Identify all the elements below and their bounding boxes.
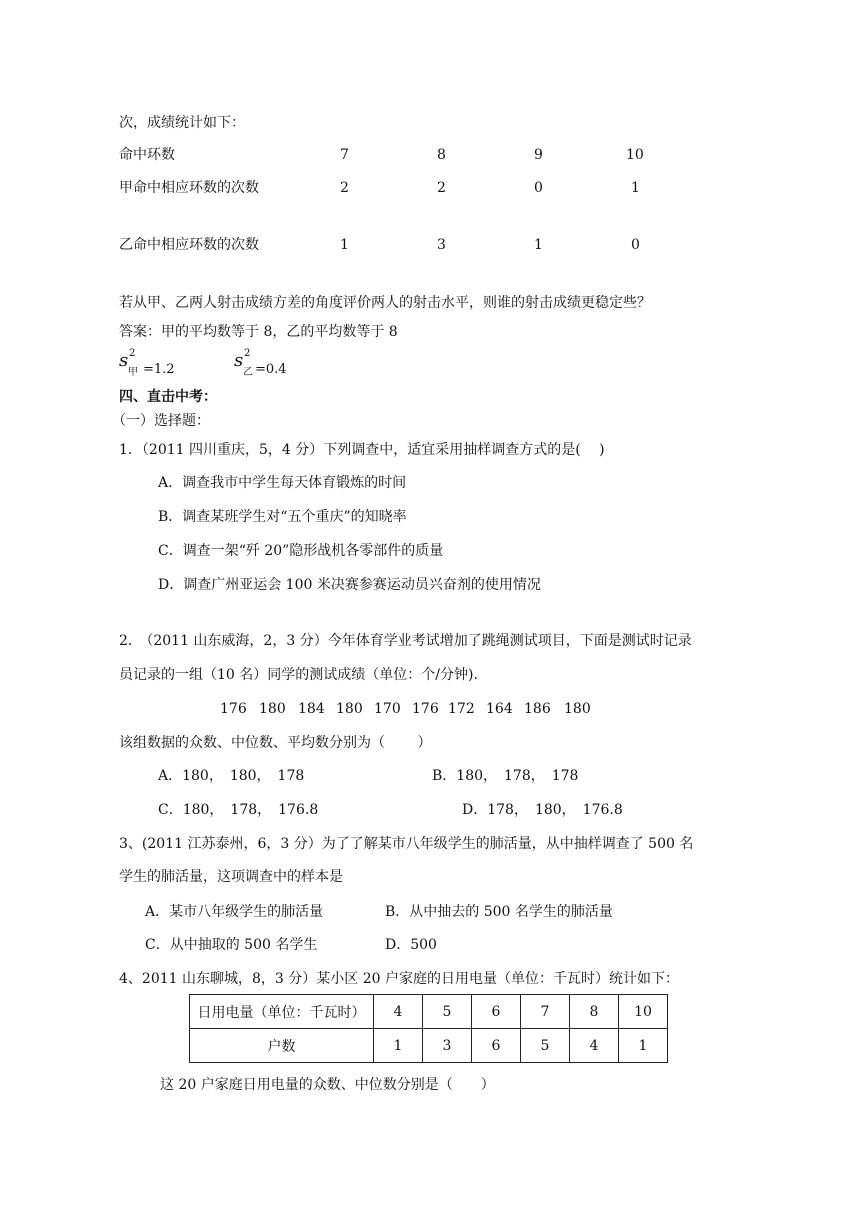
table-cell: 户数: [190, 1029, 374, 1063]
table-cell: 1: [374, 1029, 423, 1063]
section-title: 四、直击中考：: [119, 389, 217, 405]
subsection-title: （一）选择题：: [112, 413, 210, 429]
table-cell: 6: [472, 995, 521, 1029]
variance-subscript-yi: 乙: [243, 367, 253, 378]
q3-stem-line1: 3、(2011 江苏泰州，6，3 分）为了了解某市八年级学生的肺活量，从中抽样调查了 500 名: [119, 836, 694, 852]
q2-data-value: 180: [259, 701, 286, 717]
answer-text: 答案：甲的平均数等于 8，乙的平均数等于 8: [119, 324, 398, 340]
variance-symbol: s: [119, 350, 129, 371]
table-cell: 5: [423, 995, 472, 1029]
q1-option-c: C．调查一架“歼 20”隐形战机各零部件的质量: [158, 543, 444, 559]
variance-subscript-jia: 甲: [128, 367, 138, 378]
q3-stem-line2: 学生的肺活量，这项调查中的样本是: [119, 869, 343, 885]
cell: 0: [631, 237, 640, 253]
q1-option-a: A．调查我市中学生每天体育锻炼的时间: [158, 475, 407, 491]
q2-option-d: D．178， 180， 176.8: [462, 802, 623, 818]
q3-option-c: C．从中抽取的 500 名学生: [145, 937, 318, 953]
q4-ask: 这 20 户家庭日用电量的众数、中位数分别是（ ）: [160, 1077, 495, 1093]
table-cell: 4: [374, 995, 423, 1029]
intro-line: 次，成绩统计如下：: [119, 115, 245, 131]
q2-stem-line1: 2. （2011 山东威海，2，3 分）今年体育学业考试增加了跳绳测试项目，下面是测试时记录: [119, 633, 692, 649]
variance-exponent: 2: [129, 348, 136, 359]
table-cell: 1: [619, 1029, 668, 1063]
cell: 1: [534, 237, 543, 253]
q2-data-value: 184: [298, 701, 325, 717]
cell: 3: [437, 237, 446, 253]
table-cell: 7: [521, 995, 570, 1029]
q2-data-value: 176: [220, 701, 247, 717]
row-label: 命中环数: [119, 147, 175, 163]
q2-data-value: 180: [336, 701, 363, 717]
variance-exponent: 2: [244, 348, 251, 359]
variance-value-jia: =1.2: [143, 362, 175, 377]
row-label: 乙命中相应环数的次数: [119, 237, 259, 253]
q2-data-value: 170: [374, 701, 401, 717]
q2-option-b: B．180， 178， 178: [432, 768, 579, 784]
q2-stem-line2: 员记录的一组（10 名）同学的测试成绩（单位：个/分钟).: [119, 667, 478, 683]
table-cell: 8: [570, 995, 619, 1029]
q1-option-d: D．调查广州亚运会 100 米决赛参赛运动员兴奋剂的使用情况: [158, 577, 541, 593]
q2-data-value: 164: [486, 701, 513, 717]
q4-stem: 4、2011 山东聊城，8，3 分）某小区 20 户家庭的日用电量（单位：千瓦时）统计如下：: [119, 971, 679, 987]
cell: 0: [534, 180, 543, 196]
q3-option-b: B．从中抽去的 500 名学生的肺活量: [385, 904, 613, 920]
q2-data-value: 172: [448, 701, 475, 717]
cell: 7: [340, 147, 349, 163]
question-text: 若从甲、乙两人射击成绩方差的角度评价两人的射击水平，则谁的射击成绩更稳定些？: [119, 295, 651, 311]
row-label: 甲命中相应环数的次数: [119, 180, 259, 196]
q2-option-c: C．180， 178， 176.8: [158, 802, 319, 818]
variance-value-yi: =0.4: [255, 362, 287, 377]
table-cell: 6: [472, 1029, 521, 1063]
cell: 8: [437, 147, 446, 163]
table-row: [190, 1029, 668, 1063]
cell: 9: [534, 147, 543, 163]
table-cell: 5: [521, 1029, 570, 1063]
q2-data-value: 186: [524, 701, 551, 717]
q3-option-a: A．某市八年级学生的肺活量: [145, 904, 324, 920]
q3-option-d: D．500: [385, 937, 437, 953]
cell: 1: [631, 180, 640, 196]
table-cell: 日用电量（单位：千瓦时）: [190, 995, 374, 1029]
table-cell: 4: [570, 1029, 619, 1063]
table-row: [190, 995, 668, 1029]
q2-option-a: A．180， 180， 178: [158, 768, 305, 784]
variance-symbol: s: [234, 350, 244, 371]
q1-stem: 1．（2011 四川重庆，5，4 分）下列调查中，适宜采用抽样调查方式的是( ): [119, 442, 605, 458]
electricity-table: [189, 994, 668, 1063]
q2-data-value: 176: [412, 701, 439, 717]
table-cell: 10: [619, 995, 668, 1029]
cell: 2: [437, 180, 446, 196]
table-cell: 3: [423, 1029, 472, 1063]
q2-data-value: 180: [564, 701, 591, 717]
cell: 1: [340, 237, 349, 253]
q1-option-b: B．调查某班学生对“五个重庆”的知晓率: [158, 509, 407, 525]
cell: 2: [340, 180, 349, 196]
cell: 10: [626, 147, 644, 163]
q2-ask: 该组数据的众数、中位数、平均数分别为（ ）: [119, 735, 432, 751]
